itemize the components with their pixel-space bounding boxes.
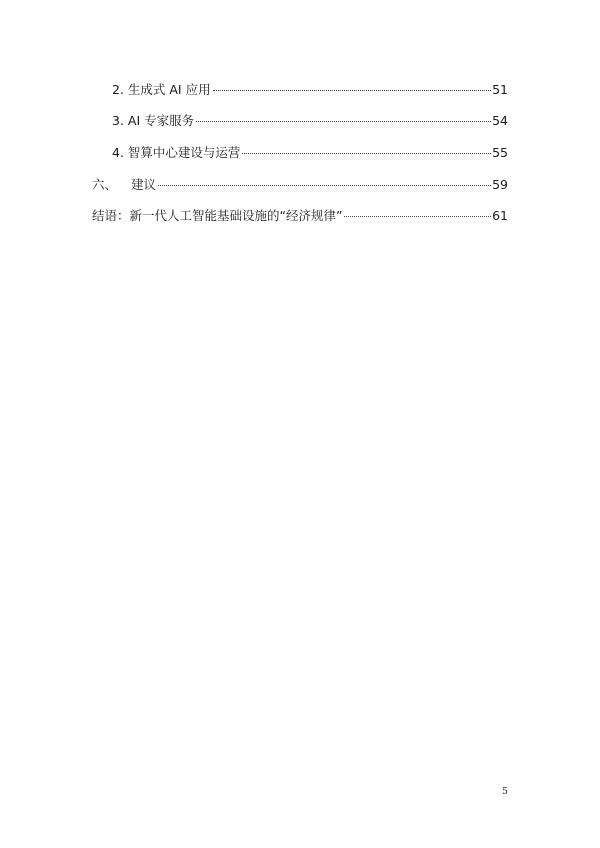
toc-entry-page: 51 (492, 82, 508, 97)
toc-entry-conclusion[interactable] (92, 208, 508, 224)
toc-entry-label: 结语：新一代人工智能基础设施的“经济规律” (92, 208, 343, 223)
toc-entry-recommendations[interactable] (92, 177, 508, 193)
page-number: 5 (502, 787, 508, 797)
toc-entry-ai-expert-services[interactable] (112, 113, 508, 129)
toc-entry-label: 3. AI 专家服务 (112, 113, 195, 128)
toc-entry-label: 建议 (131, 177, 157, 192)
toc-entry-generative-ai[interactable] (112, 82, 508, 98)
toc-entry-page: 59 (492, 177, 508, 192)
toc-entry-computing-center[interactable] (112, 145, 508, 161)
dot-leader (344, 215, 491, 217)
dot-leader (242, 152, 491, 154)
dot-leader (158, 184, 491, 186)
dot-leader (196, 120, 491, 122)
toc-entry-page: 61 (492, 208, 508, 223)
toc-entry-label: 4. 智算中心建设与运营 (112, 145, 241, 160)
toc-entry-page: 54 (492, 113, 508, 128)
toc-entry-page: 55 (492, 145, 508, 160)
toc-entry-number: 六、 (92, 177, 118, 192)
toc-entry-label: 2. 生成式 AI 应用 (112, 82, 211, 97)
dot-leader (213, 89, 492, 91)
